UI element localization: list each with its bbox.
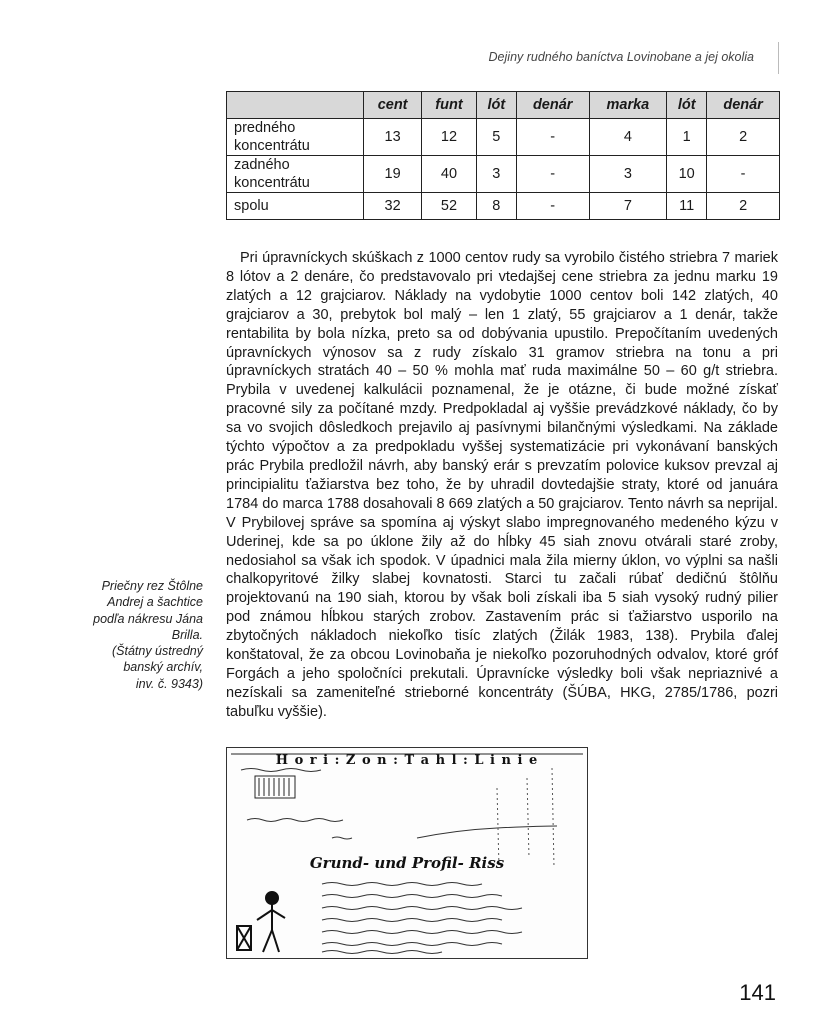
table-header-row — [227, 92, 780, 119]
table-cell: 5 — [476, 119, 516, 156]
shaft-lines — [497, 768, 554, 868]
column-header: denár — [707, 92, 780, 119]
caption-line: (Štátny ústredný — [111, 644, 203, 659]
caption-line: banský archív, — [123, 660, 203, 675]
scale-bar — [255, 776, 295, 798]
column-header: denár — [516, 92, 589, 119]
figure-caption — [60, 578, 203, 692]
table-cell: 4 — [589, 119, 667, 156]
row-label: spolu — [227, 193, 364, 220]
table-cell: 8 — [476, 193, 516, 220]
table-cell: 2 — [707, 119, 780, 156]
table-cell: 12 — [422, 119, 477, 156]
figure-title-text: H o r i : Z o n : T a h l : L i n i e — [275, 753, 539, 768]
miner-figure-icon — [237, 892, 285, 952]
table-cell: 40 — [422, 156, 477, 193]
caption-line: Brilla. — [171, 627, 203, 642]
column-header — [227, 92, 364, 119]
mine-cross-section-sketch — [227, 748, 587, 958]
page-number: 141 — [739, 980, 776, 1005]
column-header: marka — [589, 92, 667, 119]
table-cell: 2 — [707, 193, 780, 220]
table-cell: 7 — [589, 193, 667, 220]
table-cell: 32 — [364, 193, 422, 220]
table-cell: - — [516, 193, 589, 220]
running-title: Dejiny rudného baníctva Lovinobane a jej okolia — [488, 50, 754, 64]
table-cell: - — [516, 156, 589, 193]
row-label — [227, 156, 364, 193]
table-cell: - — [516, 119, 589, 156]
caption-line: Priečny rez Štôlne — [101, 579, 203, 593]
table-cell: 52 — [422, 193, 477, 220]
row-label-line: zadného — [234, 157, 290, 173]
caption-line: Andrej a šachtice — [107, 595, 203, 610]
table-cell: 3 — [589, 156, 667, 193]
table-row — [227, 193, 780, 220]
results-table — [226, 91, 780, 220]
table-cell: 19 — [364, 156, 422, 193]
historical-mine-drawing — [226, 747, 588, 959]
table-cell: - — [707, 156, 780, 193]
column-header: funt — [422, 92, 477, 119]
figure-script-heading: Grund- und Profil- Riss — [309, 854, 505, 872]
table-row — [227, 119, 780, 156]
table-cell: 13 — [364, 119, 422, 156]
column-header: lót — [667, 92, 707, 119]
table-cell: 10 — [667, 156, 707, 193]
row-label — [227, 119, 364, 156]
row-label-line: koncentrátu — [234, 138, 310, 154]
column-header: lót — [476, 92, 516, 119]
caption-line: inv. č. 9343) — [135, 676, 203, 691]
table-cell: 1 — [667, 119, 707, 156]
body-paragraph: Pri úpravníckych skúškach z 1000 centov rudy sa vyrobilo čistého striebra 7 mariek 8 lótov a 2 denáre, čo predstavovalo pri vtedajšej cene striebra za jednu marku 19 zlatých a 12 grajciarov. Náklady na vydobytie 1000 centov boli 142 zlatých, 40 grajciarov a 30, prebytok bol malý – len 1 zlatý, 55 grajciarov a 1 denár, takže rentabilita by bola nízka, preto sa od dobývania upustilo. Prepočítaním uvedených úpravníckych výnosov sa z rudy získalo 31 gramov striebra na tonu a pri úpravníckych stratách 40 – 50 % mohla mať ruda maximálne 50 – 60 g/t striebra. Prybila v uvedenej kalkulácii poznamenal, že je otázne, či bude možné získať pracovné sily za počítané mzdy. Predpokladal aj vyššie prevádzkové náklady, čo by sa vo svojich dôsledkoch prejavilo aj pasívnymi bilančnými výsledkami. Na základe týchto výpočtov a za predpokladu vyššej systematizácie pri vykonávaní banských prác Prybila predložil návrh, aby banský erár s prevzatím polovice kuksov prevzal aj principialitu ťažiarstva bez toho, že by uhradil dovtedajšie straty, ktoré od januára 1784 do marca 1788 dosahovali 8 669 zlatých a 50 grajciarov. Tento návrh sa neprijal. V Prybilovej správe sa spomína aj výskyt slabo impregnovaného medeného kýzu v Uderinej, kde sa po úklone žily až do hĺbky 45 siah znovu otvárali staré zroby, nedosiahol sa však ich spodok. V úpadnici mala žila mierny úklon, vo výplni sa našli chalkopyritové žilky slabej kovnatosti. Starci tu začali rúbať dedičnú štôlňu projektovanú na 190 siah, ktorou by však boli získali iba 5 siah vysoký rudný pilier pod známou hĺbkou starých zrobov. Zastavením prác si ťažiarstvo usporilo na zbytočných nákladoch niekoľko tisíc zlatých (Žilák 1983, 138). Prybila ďalej konštatoval, že za obcou Lovinobaňa je niekoľko pozoruhodných odvalov, ktoré gróf Forgách a jeho spoločníci prekutali. Úpravnícke výsledky boli však nepriaznivé a nezískali sa zameniteľné strieborné koncentráty (ŠÚBA, HKG, 2785/1786, pozri tabuľku vyššie). — [226, 250, 778, 720]
table-row — [227, 156, 780, 193]
header-rule — [778, 42, 779, 74]
table-cell: 11 — [667, 193, 707, 220]
caption-line: podľa nákresu Jána — [93, 611, 203, 626]
column-header: cent — [364, 92, 422, 119]
table-cell: 3 — [476, 156, 516, 193]
row-label-line: predného — [234, 120, 296, 136]
row-label-line: koncentrátu — [234, 175, 310, 191]
